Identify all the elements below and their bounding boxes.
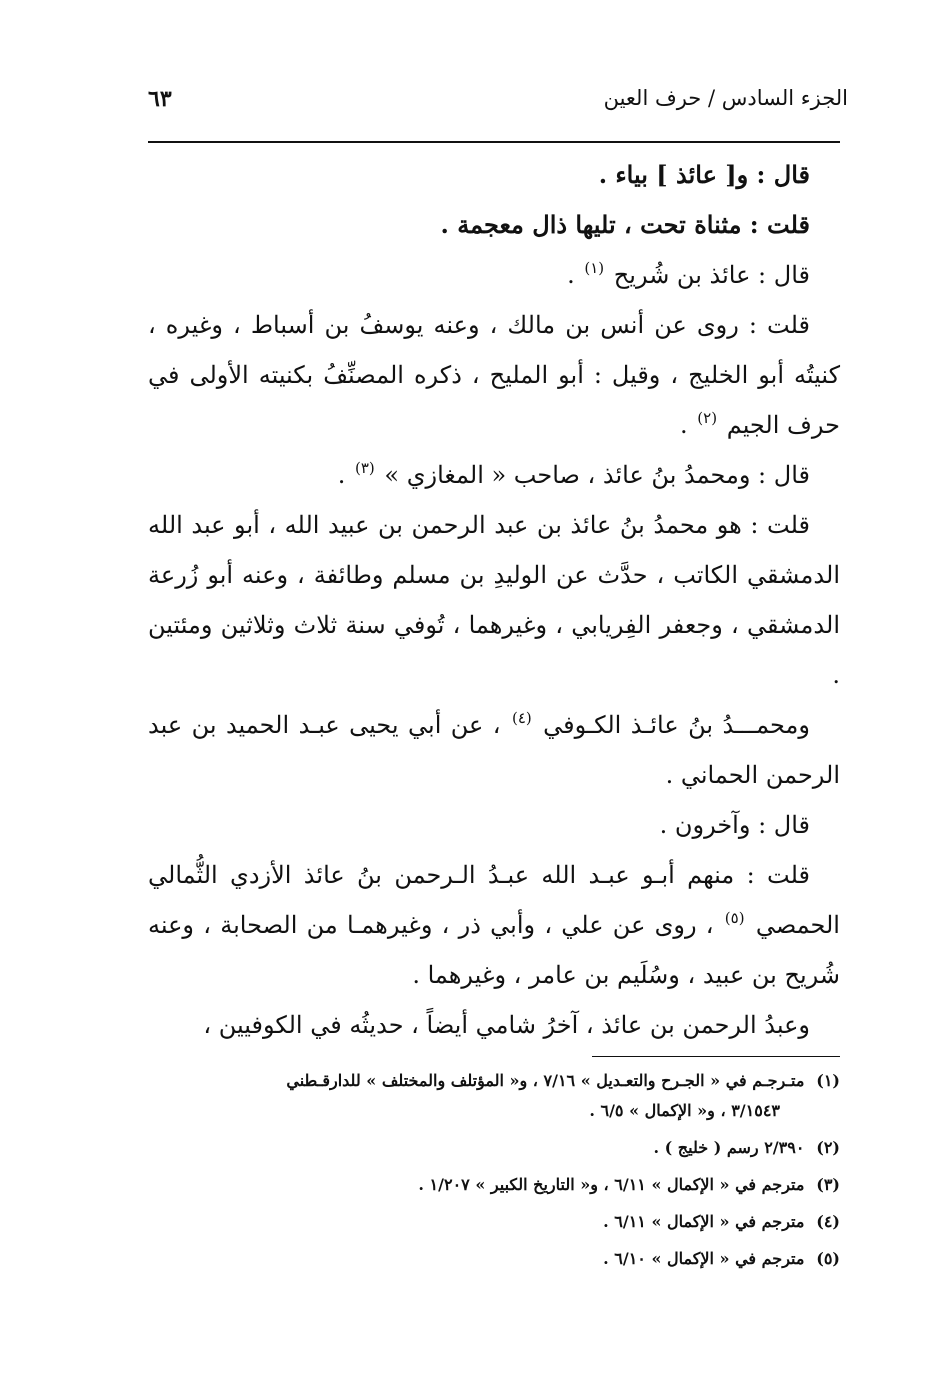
text-run: .	[337, 461, 346, 489]
header-divider	[148, 141, 840, 143]
line-abdulrahman	[148, 1000, 840, 1050]
paragraph-qultu-3	[148, 500, 840, 700]
line-qala-1	[148, 150, 840, 200]
text-run: قال : و[ عائذ ] بياء .	[598, 160, 810, 189]
footnote-ref: (٥)	[724, 909, 745, 927]
footnote-number: (٤)	[816, 1212, 840, 1231]
footnote-ref: (٢)	[697, 409, 718, 427]
text-run: وعبدُ الرحمن بن عائذ ، آخرُ شامي أيضاً ، حديثُه في الكوفيين ،	[203, 1011, 810, 1039]
text-run: .	[567, 261, 575, 289]
paragraph-qultu-2	[148, 300, 840, 450]
paragraph-muhammad-kufi	[148, 700, 840, 800]
footnote-1	[140, 1066, 840, 1126]
text-run: قلت : منهم أبـو عبـد الله عبـدُ الـرحمن بنُ عائذ الأزدي الثُّمالي الحمصي	[148, 861, 840, 939]
text-run: ، روى عن علي ، وأبي ذر ، وغيرهمـا من الصحابة ، وعنه شُريح بن عبيد ، وسُلَيم بن عامر ، وغيرهما .	[148, 911, 840, 989]
running-title: الجزء السادس / حرف العين	[603, 86, 848, 110]
text-run: قال : ومحمدُ بنُ عائذ ، صاحب « المغازي »	[384, 461, 810, 489]
footnote-text: مترجم في « الإكمال » ٦/١١ ، و« التاريخ الكبير » ١/٢٠٧ .	[418, 1175, 805, 1194]
text-run: قلت : مثناة تحت ، تليها ذال معجمة .	[440, 210, 810, 239]
text-run: ، عن أبي يحيى عبـد الحميد بن عبد الرحمن الحماني .	[148, 711, 840, 789]
footnote-4	[140, 1207, 840, 1237]
footnote-number: (٥)	[816, 1249, 840, 1268]
footnote-number: (١)	[816, 1071, 840, 1090]
text-run: قال : عائذ بن شُريح	[613, 261, 810, 289]
page-header	[148, 86, 848, 126]
text-run: قال : وآخرون .	[659, 811, 810, 839]
footnote-5	[140, 1244, 840, 1274]
footnote-divider	[592, 1056, 840, 1057]
footnote-text: مترجم في « الإكمال » ٦/١٠ .	[603, 1249, 805, 1268]
footnote-text: متـرجـم في « الجـرح والتعـديل » ٧/١٦ ، و« المؤتلف والمختلف » للدارقـطني	[286, 1071, 805, 1090]
footnote-2	[140, 1133, 840, 1163]
footnotes	[140, 1066, 840, 1281]
text-run: قلت : روى عن أنس بن مالك ، وعنه يوسفُ بن أسباط ، وغيره ، كنيتُه أبو الخليج ، وقيل : أبو المليح ، ذكره المصنِّفُ بكنيته الأولى في حرف الجيم	[148, 311, 840, 439]
paragraph-qultu-4	[148, 850, 840, 1000]
footnote-number: (٣)	[816, 1175, 840, 1194]
footnote-3	[140, 1170, 840, 1200]
line-qala-4	[148, 800, 840, 850]
text-run: ومحمـــدُ بنُ عائـذ الكـوفي	[543, 711, 810, 739]
page-number: ٦٣	[148, 86, 172, 112]
text-run: قلت : هو محمدُ بنُ عائذ بن عبد الرحمن بن عبيد الله ، أبو عبد الله الدمشقي الكاتب ، حدَّث عن الوليدِ بن مسلم وطائفة ، وعنه أبو زُرعة الدمشقي ، وجعفر الفِريابي ، وغيرهما ، تُوفي سنة ثلاث وثلاثين ومئتين .	[148, 511, 840, 689]
main-text	[148, 150, 840, 1050]
footnote-text: ٢/٣٩٠ رسم ( خليج ) .	[653, 1138, 805, 1157]
line-qala-2	[148, 250, 840, 300]
text-run: .	[680, 411, 688, 439]
footnote-number: (٢)	[816, 1138, 840, 1157]
footnote-text: مترجم في « الإكمال » ٦/١١ .	[603, 1212, 805, 1231]
line-qultu-1	[148, 200, 840, 250]
footnote-ref: (١)	[584, 259, 605, 277]
line-qala-3	[148, 450, 840, 500]
footnote-ref: (٤)	[511, 709, 532, 727]
footnote-continuation: ٣/١٥٤٣ ، و« الإكمال » ٦/٥ .	[589, 1101, 780, 1120]
footnote-ref: (٣)	[355, 459, 375, 477]
